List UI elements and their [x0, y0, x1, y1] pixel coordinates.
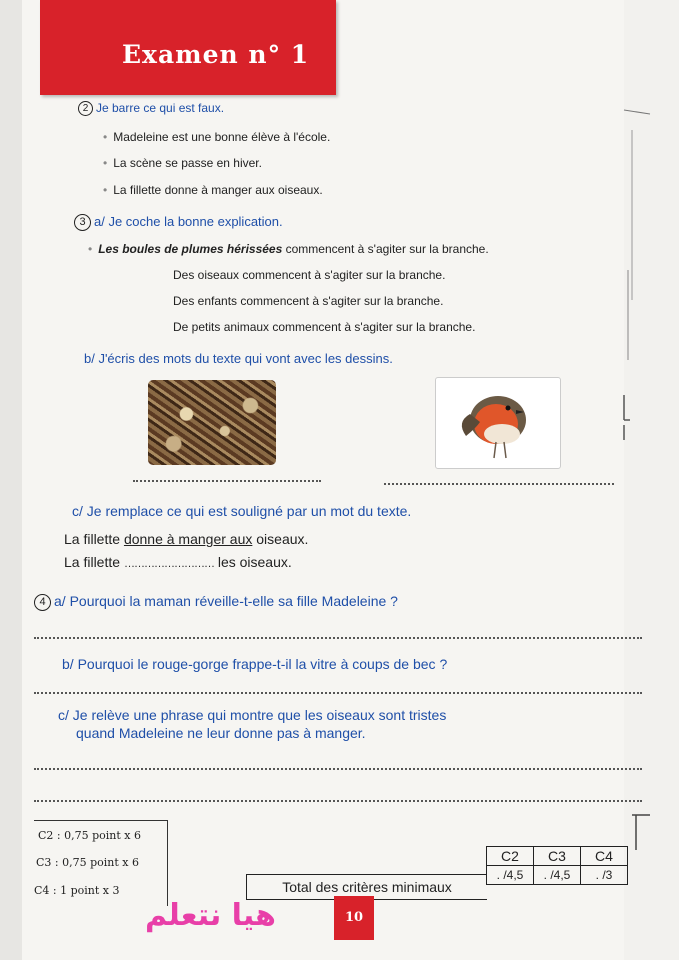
- q2-instruction-text: Je barre ce qui est faux.: [96, 101, 225, 115]
- page-number: 10: [334, 896, 374, 940]
- robin-bird-icon: [436, 378, 560, 468]
- answer-line-photo2[interactable]: [384, 483, 614, 485]
- points-c4: C4 : 1 point x 3: [34, 884, 120, 897]
- q3c-sentence: La fillette donne à manger aux oiseaux.: [64, 531, 309, 547]
- exam-header: [40, 0, 336, 95]
- q3-number-icon: 3: [74, 214, 91, 231]
- q3a-instruction: 3 a/ Je coche la bonne explication.: [74, 214, 283, 231]
- q2-item[interactable]: • La scène se passe en hiver.: [103, 156, 262, 170]
- q3c-answer: La fillette ……………………… les oiseaux.: [64, 554, 292, 570]
- q3c-instruction: c/ Je remplace ce qui est souligné par un mot du texte.: [72, 503, 412, 519]
- q4c-answer-line[interactable]: [34, 768, 642, 770]
- q3-option[interactable]: Des enfants commencent à s'agiter sur la branche.: [173, 294, 444, 308]
- criteria-header: C2: [487, 847, 534, 866]
- q2-item[interactable]: • La fillette donne à manger aux oiseaux.: [103, 183, 323, 197]
- total-criteria-label: Total des critères minimaux: [246, 874, 487, 900]
- watermark-text: هيا نتعلم: [145, 898, 276, 933]
- criteria-score[interactable]: . /4,5: [487, 866, 534, 885]
- q4c-question-line2: quand Madeleine ne leur donne pas à manger.: [76, 725, 366, 741]
- criteria-score[interactable]: . /3: [581, 866, 628, 885]
- points-c2: C2 : 0,75 point x 6: [38, 829, 141, 842]
- points-box: [34, 820, 168, 906]
- margin-marks-decoration: [622, 100, 652, 850]
- q3-option[interactable]: De petits animaux commencent à s'agiter sur la branche.: [173, 320, 476, 334]
- page-left-edge: [0, 0, 22, 960]
- criteria-header: C3: [534, 847, 581, 866]
- q4a-question: 4 a/ Pourquoi la maman réveille-t-elle sa fille Madeleine ?: [34, 593, 398, 611]
- q2-item[interactable]: • Madeleine est une bonne élève à l'école.: [103, 130, 331, 144]
- answer-line-photo1[interactable]: [133, 480, 321, 482]
- q4-number-icon: 4: [34, 594, 51, 611]
- points-c3: C3 : 0,75 point x 6: [36, 856, 139, 869]
- criteria-score[interactable]: . /4,5: [534, 866, 581, 885]
- q3b-instruction: b/ J'écris des mots du texte qui vont avec les dessins.: [84, 351, 393, 366]
- robin-picture: [435, 377, 561, 469]
- q4b-question: b/ Pourquoi le rouge-gorge frappe-t-il la vitre à coups de bec ?: [62, 656, 448, 672]
- q4c-question-line1: c/ Je relève une phrase qui montre que les oiseaux sont tristes: [58, 707, 447, 723]
- exam-title: Examen n° 1: [122, 40, 310, 69]
- q4b-answer-line[interactable]: [34, 692, 642, 694]
- q3c-answer-blank[interactable]: ………………………: [123, 558, 214, 570]
- q4a-answer-line[interactable]: [34, 637, 642, 639]
- q4c-answer-line[interactable]: [34, 800, 642, 802]
- bird-feather-photo: [148, 380, 276, 465]
- q2-number-icon: 2: [78, 101, 93, 116]
- q2-instruction: [78, 101, 224, 116]
- q3-option[interactable]: Des oiseaux commencent à s'agiter sur la branche.: [173, 268, 446, 282]
- criteria-table: [486, 846, 628, 885]
- criteria-header: C4: [581, 847, 628, 866]
- q3-sentence: • Les boules de plumes hérissées commencent à s'agiter sur la branche.: [88, 242, 489, 256]
